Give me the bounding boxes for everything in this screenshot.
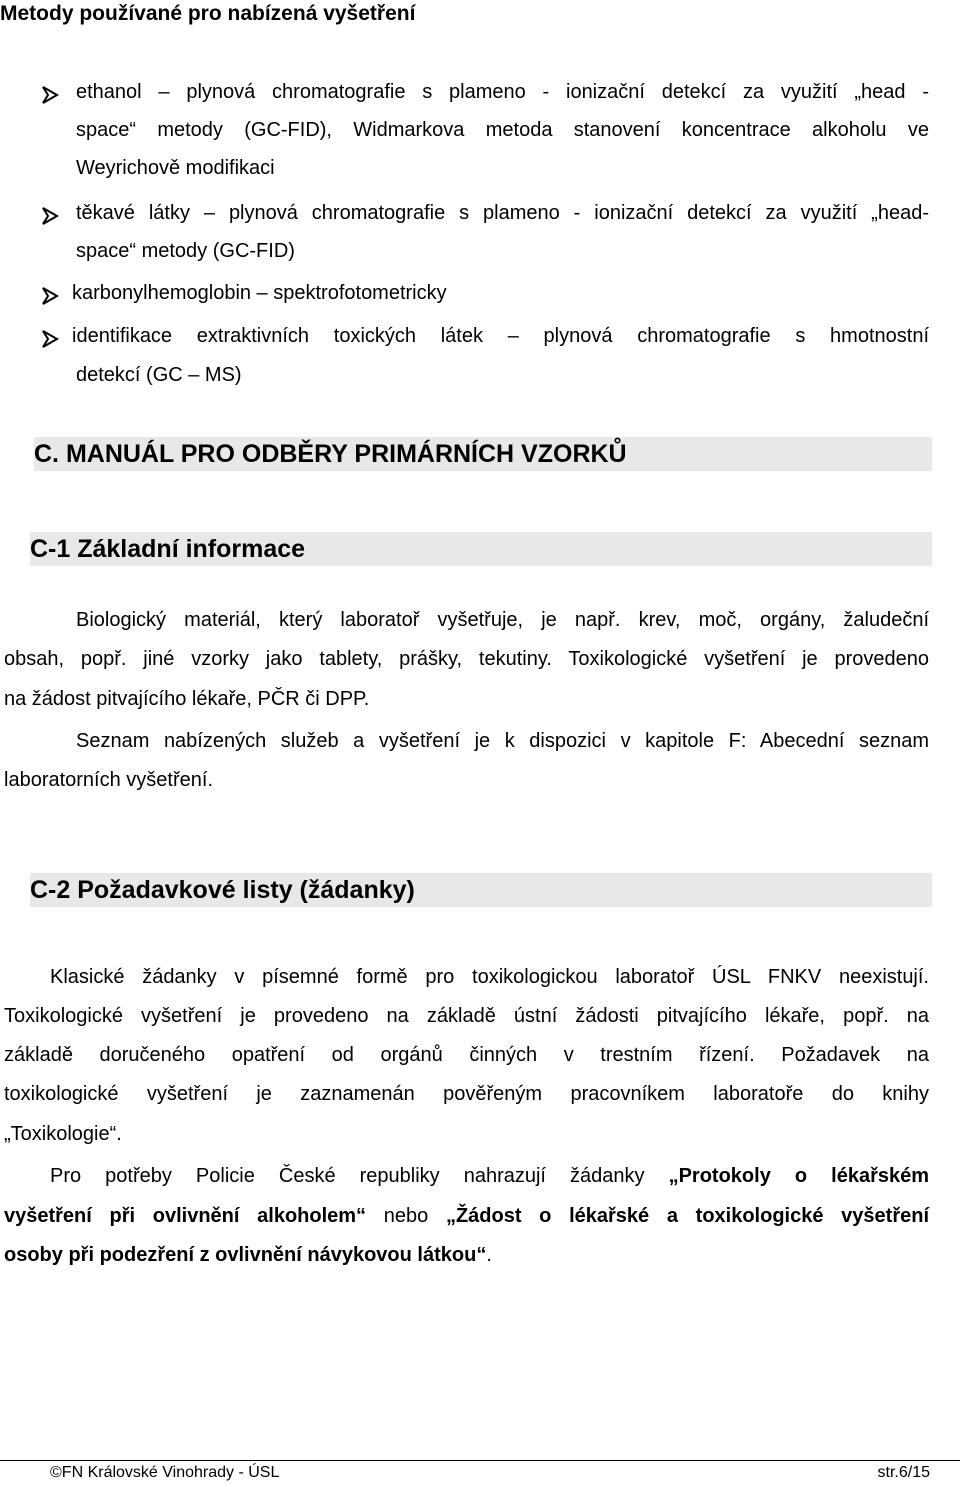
c2-para1-line-2: Toxikologické vyšetření je provedeno na základě ústní žádosti pitvajícího lékaře, popř. na: [4, 1005, 929, 1027]
c2-para1-line-1: Klasické žádanky v písemné formě pro toxikologickou laboratoř ÚSL FNKV neexistují.: [50, 966, 929, 988]
footer-copyright: ©FN Královské Vinohrady - ÚSL: [50, 1464, 280, 1481]
method-4-line-1: identifikace extraktivních toxických látek – plynová chromatografie s hmotnostní: [72, 325, 929, 347]
c2-para1-line-5: „Toxikologie“.: [4, 1123, 122, 1145]
footer-page-number: str.6/15: [877, 1464, 930, 1481]
c1-para1-line-1: Biologický materiál, který laboratoř vyšetřuje, je např. krev, moč, orgány, žaludeční: [76, 609, 929, 631]
c1-para1-line-3: na žádost pitvajícího lékaře, PČR či DPP.: [4, 688, 370, 710]
arrow-bullet-icon: [40, 329, 60, 349]
section-c1-heading: C-1 Základní informace: [30, 532, 932, 566]
method-1-line-1: ethanol – plynová chromatografie s plameno - ionizační detekcí za využití „head -: [76, 81, 929, 103]
method-3-line-1: karbonylhemoglobin – spektrofotometricky: [72, 282, 447, 304]
page-title: Metody používané pro nabízená vyšetření: [0, 2, 416, 25]
c1-para2-line-2: laboratorních vyšetření.: [4, 769, 213, 791]
method-2-line-1: těkavé látky – plynová chromatografie s plameno - ionizační detekcí za využití „head-: [76, 202, 929, 224]
c2-para1-line-3: základě doručeného opatření od orgánů činných v trestním řízení. Požadavek na: [4, 1044, 929, 1066]
footer-rule: [0, 1460, 960, 1461]
method-2-line-2: space“ metody (GC-FID): [76, 240, 295, 262]
c2-para2-line-2: vyšetření při ovlivnění alkoholem“ nebo „Žádost o lékařské a toxikologické vyšetření: [4, 1205, 929, 1227]
method-4-line-2: detekcí (GC – MS): [76, 364, 242, 386]
arrow-bullet-icon: [40, 286, 60, 306]
c2-para1-line-4: toxikologické vyšetření je zaznamenán pověřeným pracovníkem laboratoře do knihy: [4, 1083, 929, 1105]
method-1-line-3: Weyrichově modifikaci: [76, 157, 275, 179]
section-c-heading: C. MANUÁL PRO ODBĚRY PRIMÁRNÍCH VZORKŮ: [34, 437, 932, 471]
arrow-bullet-icon: [40, 206, 60, 226]
c2-para2-line-3: osoby při podezření z ovlivnění návykovou látkou“.: [4, 1244, 492, 1266]
method-1-line-2: space“ metody (GC-FID), Widmarkova metoda stanovení koncentrace alkoholu ve: [76, 119, 929, 141]
c1-para1-line-2: obsah, popř. jiné vzorky jako tablety, prášky, tekutiny. Toxikologické vyšetření je provedeno: [4, 648, 929, 670]
c1-para2-line-1: Seznam nabízených služeb a vyšetření je k dispozici v kapitole F: Abecední seznam: [76, 730, 929, 752]
arrow-bullet-icon: [40, 85, 60, 105]
c2-para2-line-1: Pro potřeby Policie České republiky nahrazují žádanky „Protokoly o lékařském: [50, 1165, 930, 1187]
section-c2-heading: C-2 Požadavkové listy (žádanky): [30, 873, 932, 907]
